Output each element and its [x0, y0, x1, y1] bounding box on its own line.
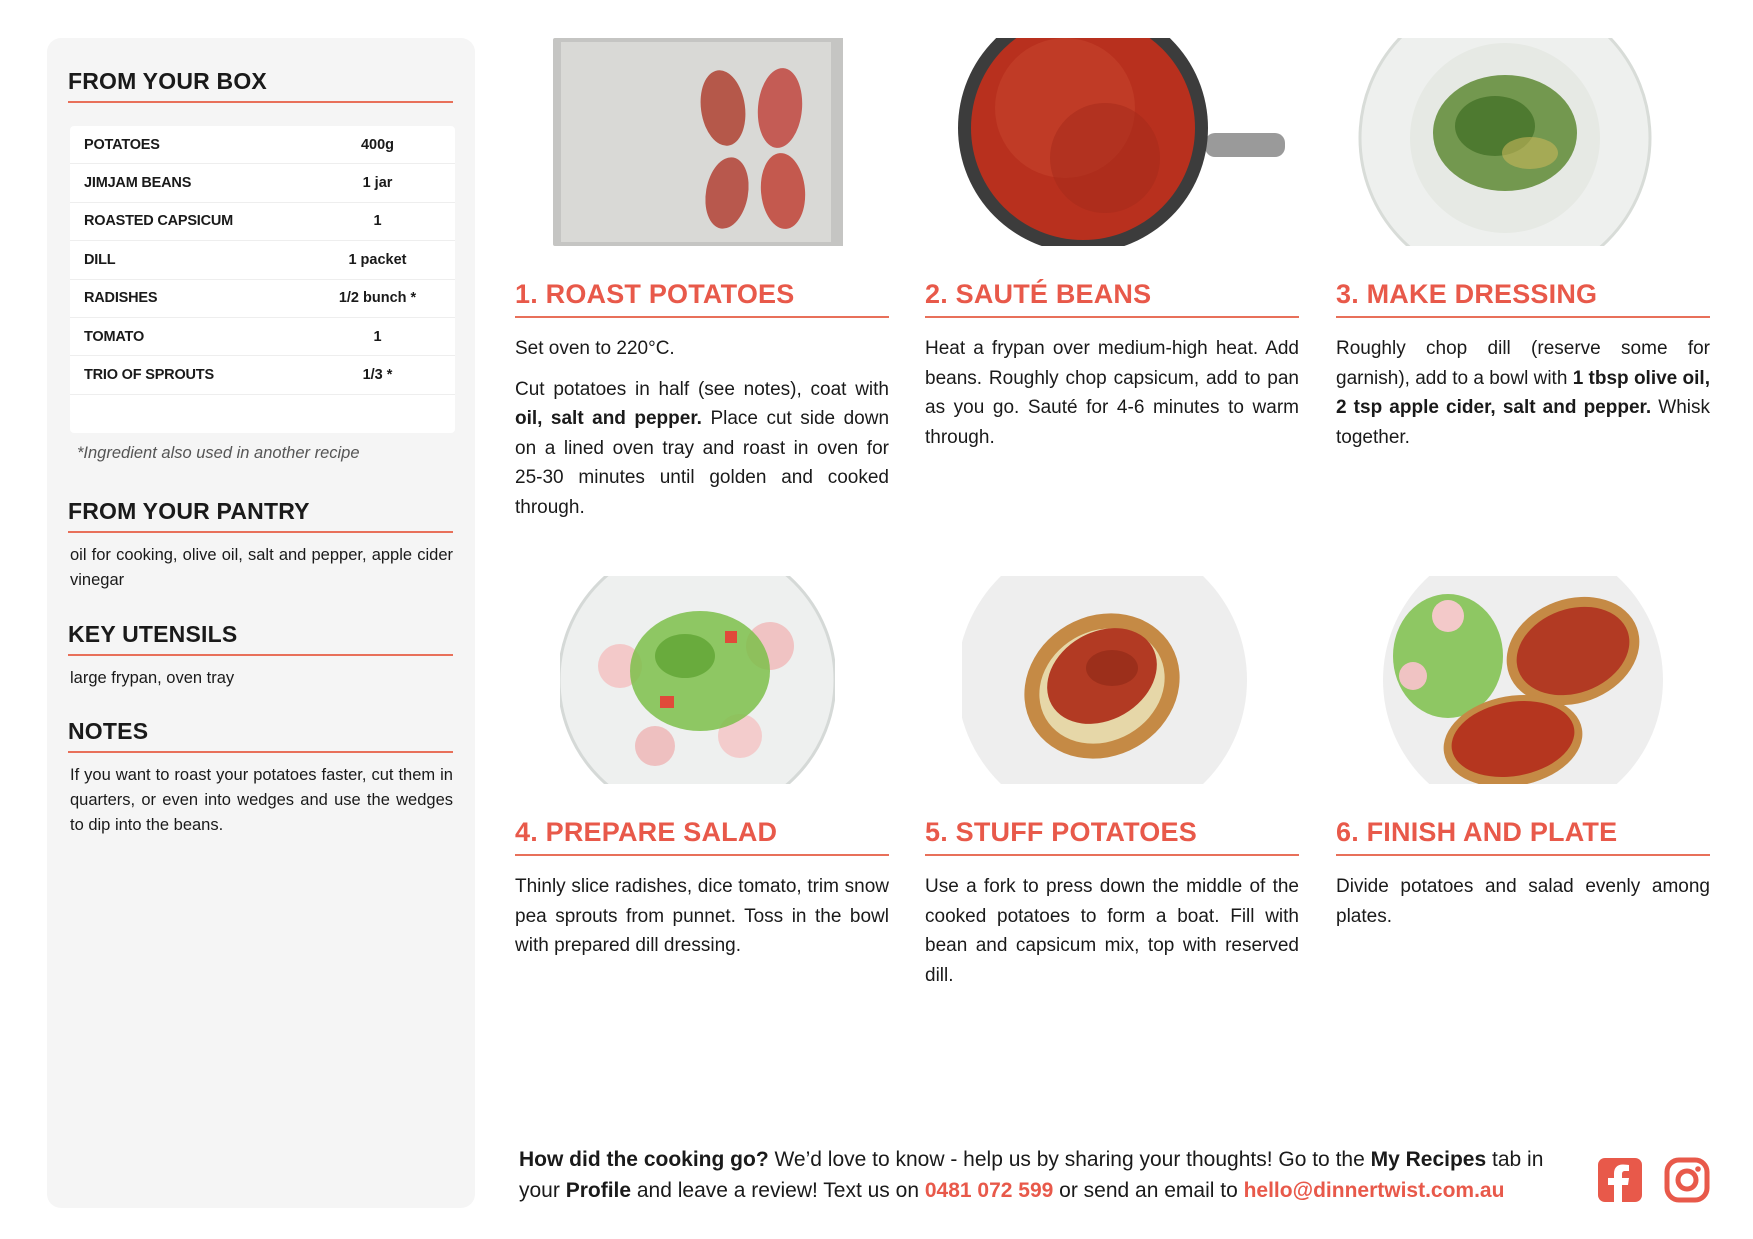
step-1-text-a: Cut potatoes in half (see notes), coat with [515, 378, 889, 400]
table-row [70, 318, 455, 356]
footer-text-4: or send an email to [1053, 1179, 1244, 1202]
my-recipes-link[interactable]: My Recipes [1370, 1148, 1487, 1171]
table-row [70, 164, 455, 202]
step-3-photo [1355, 38, 1655, 246]
step-4-photo [560, 576, 835, 784]
ingredient-name: TRIO OF SPROUTS [84, 367, 214, 384]
shared-ingredient-note: *Ingredient also used in another recipe [77, 444, 360, 462]
footer-text-1: We’d love to know - help us by sharing your thoughts! Go to the [768, 1148, 1371, 1171]
ingredients-table [70, 126, 455, 433]
step-2-para-1: Heat a frypan over medium-high heat. Add beans. Roughly chop capsicum, add to pan as you go. Sauté for 4-6 minutes to warm through. [925, 338, 1299, 448]
step-1-para-2 [515, 375, 889, 523]
footer-question: How did the cooking go? [519, 1148, 769, 1171]
step-4-text [515, 872, 889, 961]
step-6-text [1336, 872, 1710, 931]
ingredient-name: TOMATO [84, 328, 145, 345]
table-row [70, 203, 455, 241]
step-6-para-1: Divide potatoes and salad evenly among plates. [1336, 876, 1710, 927]
table-row [70, 356, 455, 394]
step-3-text [1336, 334, 1710, 452]
step-1-photo [553, 38, 845, 246]
ingredient-name: RADISHES [84, 290, 158, 307]
step-1-title: 1. ROAST POTATOES [515, 279, 889, 318]
step-6-title: 6. FINISH AND PLATE [1336, 817, 1710, 856]
ingredient-qty: 1/3 * [362, 367, 393, 384]
ingredient-name: ROASTED CAPSICUM [84, 213, 234, 230]
facebook-icon[interactable] [1597, 1157, 1643, 1203]
sidebar [47, 38, 475, 1208]
email-link[interactable]: hello@dinnertwist.com.au [1243, 1179, 1505, 1202]
utensils-title: KEY UTENSILS [68, 621, 453, 656]
profile-link[interactable]: Profile [565, 1179, 632, 1202]
table-row [70, 280, 455, 318]
step-6-photo [1373, 576, 1673, 784]
ingredient-name: POTATOES [84, 136, 160, 153]
notes-text: If you want to roast your potatoes faster, cut them in quarters, or even into wedges and use the wedges to dip into the beans. [70, 766, 453, 834]
table-row [70, 126, 455, 164]
footer-text-3: and leave a review! Text us on [631, 1179, 925, 1202]
ingredient-qty: 1 [373, 213, 382, 230]
instagram-icon[interactable] [1664, 1157, 1710, 1203]
step-5-para-1: Use a fork to press down the middle of the cooked potatoes to form a boat. Fill with bean and capsicum mix, top with reserved dill. [925, 876, 1299, 986]
pantry-text: oil for cooking, olive oil, salt and pepper, apple cider vinegar [70, 546, 453, 589]
ingredient-qty: 1 jar [362, 175, 393, 192]
step-2-title: 2. SAUTÉ BEANS [925, 279, 1299, 318]
step-2-text [925, 334, 1299, 452]
ingredient-name: JIMJAM BEANS [84, 175, 192, 192]
step-5-title: 5. STUFF POTATOES [925, 817, 1299, 856]
notes-title: NOTES [68, 718, 453, 753]
step-3-text-bold: 1 tbsp olive oil, 2 tsp apple cider, salt and pepper. [1336, 367, 1710, 418]
step-3-title: 3. MAKE DRESSING [1336, 279, 1710, 318]
step-5-text [925, 872, 1299, 990]
step-1-text-bold: oil, salt and pepper. [515, 408, 702, 429]
step-1-para-1: Set oven to 220°C. [515, 338, 675, 359]
ingredient-qty: 1 [373, 328, 382, 345]
step-1-text [515, 334, 889, 522]
step-3-para-1 [1336, 334, 1710, 452]
ingredient-name: DILL [84, 251, 116, 268]
footer-text-2: tab in your [519, 1148, 1544, 1202]
utensils-text: large frypan, oven tray [70, 669, 235, 687]
step-4-para-1: Thinly slice radishes, dice tomato, trim snow pea sprouts from punnet. Toss in the bowl with prepared dill dressing. [515, 876, 889, 956]
step-4-title: 4. PREPARE SALAD [515, 817, 889, 856]
ingredient-qty: 400g [360, 136, 395, 153]
footer-feedback [519, 1144, 1589, 1206]
ingredient-qty: 1 packet [348, 251, 407, 268]
step-3-text-c: Whisk together. [1336, 397, 1710, 448]
step-1-text-c: Place cut side down on a lined oven tray and roast in oven for 25-30 minutes until golden and cooked through. [515, 408, 890, 518]
step-3-text-a: Roughly chop dill (reserve some for garnish), add to a bowl with [1336, 338, 1710, 389]
table-row [70, 241, 455, 279]
phone-link[interactable]: 0481 072 599 [924, 1179, 1054, 1202]
box-title: FROM YOUR BOX [68, 68, 453, 103]
pantry-title: FROM YOUR PANTRY [68, 498, 453, 533]
step-5-photo [962, 576, 1252, 784]
step-2-photo [935, 38, 1285, 246]
ingredient-qty: 1/2 bunch * [338, 290, 417, 307]
